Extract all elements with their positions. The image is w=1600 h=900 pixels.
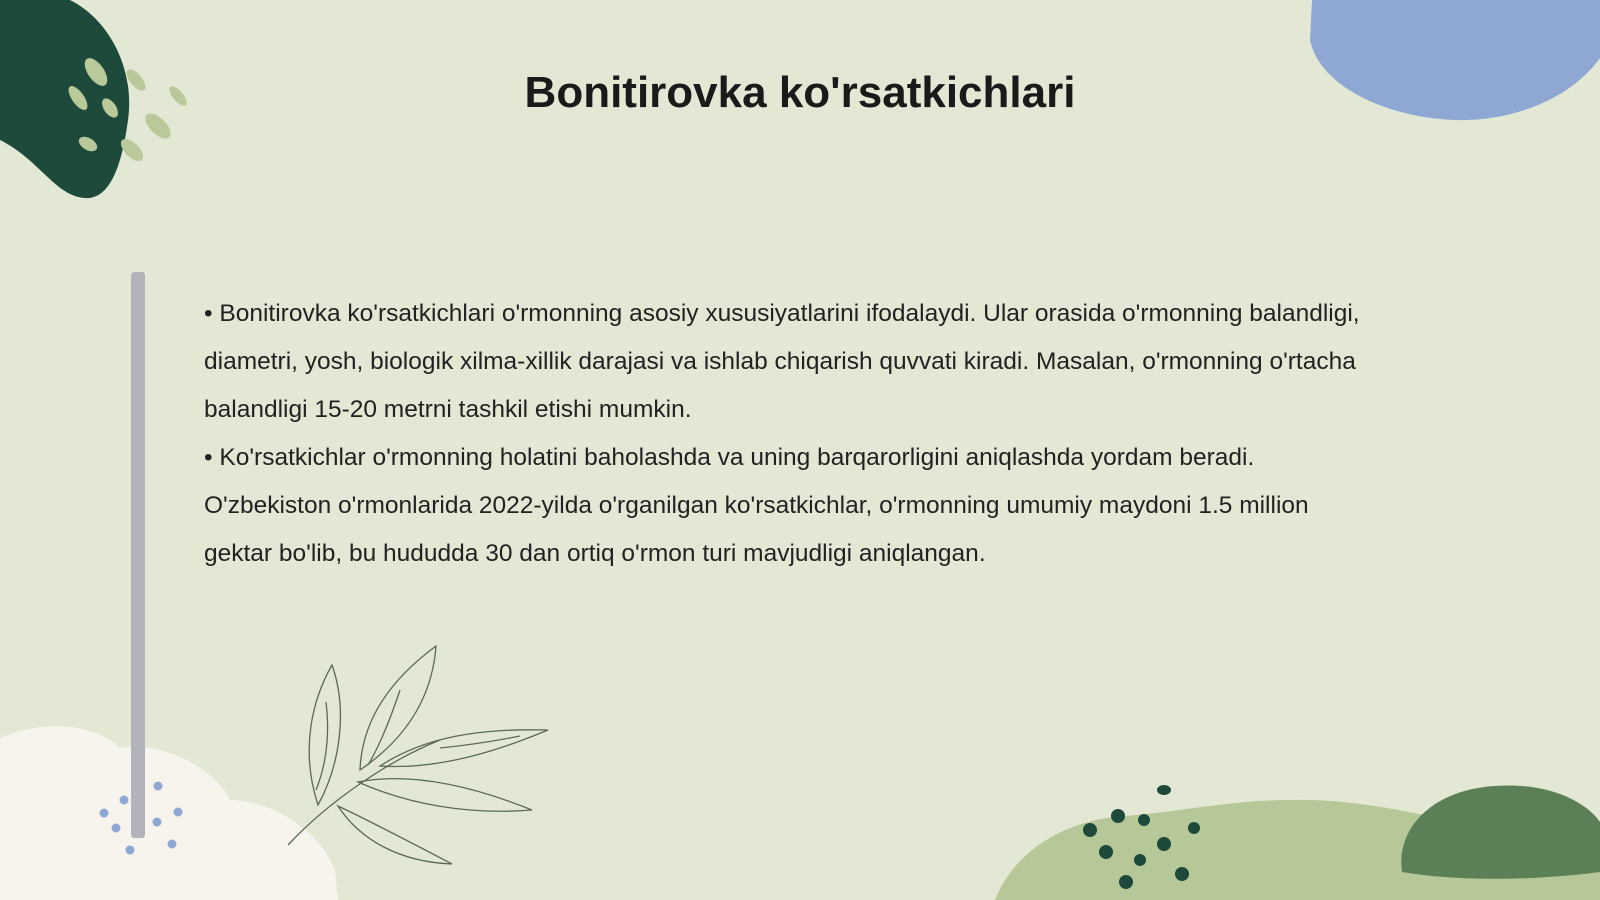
slide-body xyxy=(204,290,1374,578)
moss-green-hill xyxy=(1401,785,1600,878)
vertical-accent-bar xyxy=(131,272,145,838)
slide-title: Bonitirovka ko'rsatkichlari xyxy=(524,68,1076,117)
cream-cloud xyxy=(0,726,338,900)
leaf-branch xyxy=(288,646,548,864)
bullet-paragraph: • Bonitirovka ko'rsatkichlari o'rmonning asosiy xususiyatlarini ifodalaydi. Ular orasida o'rmonning balandligi, diametri, yosh, biologik xilma-xillik darajasi va ishlab chiqarish quvvati kiradi. Masalan, o'rmonning o'rtacha balandligi 15-20 metrni tashkil etishi mumkin. xyxy=(204,300,1360,423)
bullet-paragraph: • Ko'rsatkichlar o'rmonning holatini baholashda va uning barqarorligini aniqlashda yordam beradi. O'zbekiston o'rmonlarida 2022-yilda o'rganilgan ko'rsatkichlar, o'rmonning umumiy maydoni 1.5 million gektar bo'lib, bu hududda 30 dan ortiq o'rmon turi mavjudligi aniqlangan. xyxy=(204,444,1309,567)
